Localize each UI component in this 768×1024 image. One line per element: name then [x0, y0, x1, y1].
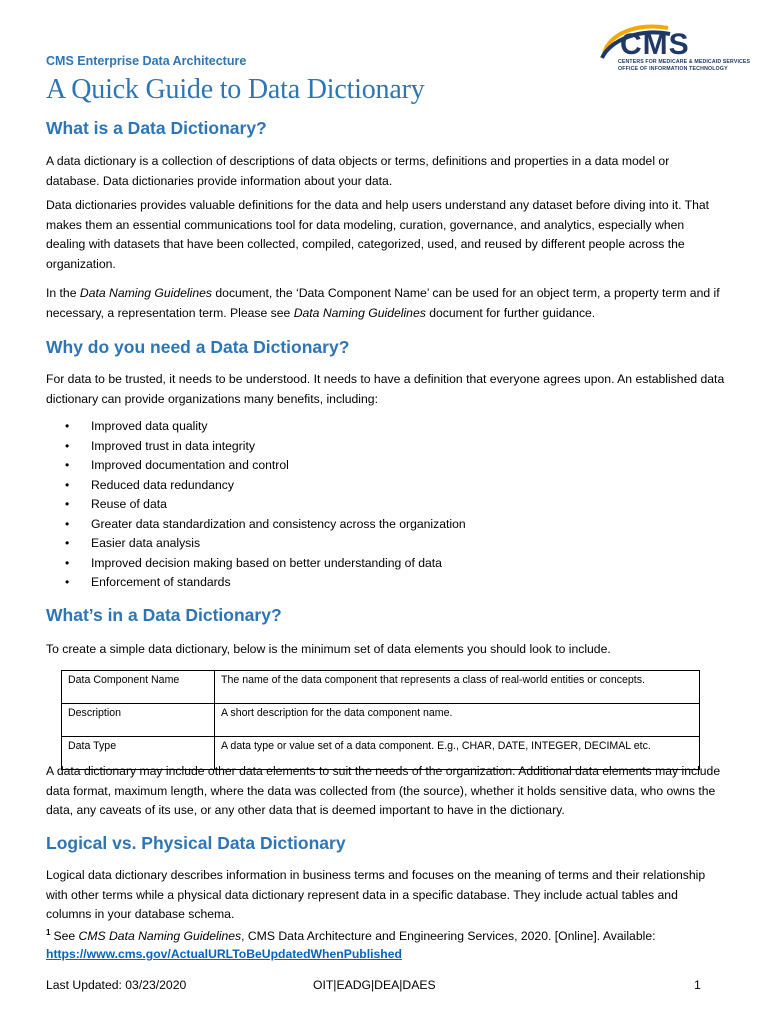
paragraph-what-is-1: A data dictionary is a collection of descriptions of data objects or terms, definitions and properties in a data model or database. Data dictionaries provide information about your data. — [46, 154, 670, 188]
footnote-link[interactable]: https://www.cms.gov/ActualURLToBeUpdatedWhenPublished — [46, 947, 402, 961]
paragraph-whats-in-intro: To create a simple data dictionary, below is the minimum set of data elements you should look to include. — [46, 642, 611, 656]
p3-text-b: document, the ‘Data Component Name’ can be used for an object term, a property term and if necessary, a representation term. Please see — [46, 286, 720, 320]
page-number: 1 — [694, 978, 701, 992]
footer-center: OIT|EADG|DEA|DAES — [313, 978, 436, 992]
footnote — [46, 928, 656, 943]
list-item — [46, 417, 466, 437]
list-item-text: Greater data standardization and consistency across the organization — [91, 516, 466, 531]
list-item-text: Easier data analysis — [91, 536, 201, 550]
bullet: • — [65, 419, 70, 433]
list-item-text: Improved decision making based on better understanding of data — [91, 555, 442, 570]
paragraph-what-is-2: Data dictionaries provides valuable definitions for the data and help users understand any dataset before diving into it. That makes them an essential communications tool for data modeling, curation, governance, and analytics, especially when dealing with datasets that have been collected, compiled, categorized, used, and reused by different people across the organization. — [46, 198, 710, 271]
table-cell: A short description for the data component name. — [215, 704, 700, 737]
bullet: • — [65, 438, 70, 453]
bullet: • — [65, 555, 70, 570]
p3-text-c: document for further guidance. — [425, 305, 596, 320]
footnote-italic: CMS Data Naming Guidelines — [78, 929, 242, 943]
list-item — [46, 554, 466, 574]
heading-whats-in: What’s in a Data Dictionary? — [46, 605, 282, 625]
table-cell: A data type or value set of a data component. E.g., CHAR, DATE, INTEGER, DECIMAL etc. — [215, 737, 700, 770]
list-item — [46, 573, 466, 593]
p3-text-a: In the — [46, 286, 80, 300]
p3-italic-2: Data Naming Guidelines — [293, 305, 426, 320]
bullet: • — [65, 516, 70, 531]
table-row — [62, 671, 700, 704]
list-item-text: Improved documentation and control — [91, 458, 289, 472]
logo-tagline-1: CENTERS FOR MEDICARE & MEDICAID SERVICES — [618, 59, 751, 65]
heading-logical: Logical vs. Physical Data Dictionary — [46, 833, 346, 853]
list-item — [46, 456, 466, 476]
data-elements-table — [61, 670, 700, 770]
cms-logo-icon — [598, 22, 724, 62]
table-cell: The name of the data component that represents a class of real-world entities or concepts. — [215, 671, 700, 704]
bullet: • — [65, 497, 70, 511]
benefits-list — [46, 417, 466, 593]
footnote-number: 1 — [46, 928, 51, 937]
bullet: • — [65, 536, 70, 550]
paragraph-logical: Logical data dictionary describes information in business terms and focuses on the meaning of terms and their relationship with other terms while a physical data dictionary represent data in a specific database. They include actual tables and columns in your database schema. — [46, 868, 706, 921]
list-item-text: Improved trust in data integrity — [91, 438, 255, 453]
footnote-text-b: , CMS Data Architecture and Engineering Services, 2020. [Online]. Available: — [241, 929, 656, 943]
list-item — [46, 495, 466, 515]
page-title: A Quick Guide to Data Dictionary — [46, 74, 425, 105]
bullet: • — [65, 575, 70, 589]
logo-tagline-2: OFFICE OF INFORMATION TECHNOLOGY — [618, 66, 728, 72]
bullet: • — [65, 477, 70, 492]
paragraph-why-intro: For data to be trusted, it needs to be understood. It needs to have a definition that everyone agrees upon. An established data dictionary can provide organizations many benefits, including: — [46, 372, 725, 406]
cms-logo — [598, 22, 751, 80]
heading-what-is: What is a Data Dictionary? — [46, 118, 267, 138]
footnote-text-a: See — [53, 929, 79, 943]
last-updated: Last Updated: 03/23/2020 — [46, 978, 187, 992]
heading-why: Why do you need a Data Dictionary? — [46, 337, 350, 357]
list-item — [46, 515, 466, 535]
list-item-text: Reuse of data — [91, 497, 167, 511]
list-item-text: Improved data quality — [91, 419, 208, 433]
list-item-text: Reduced data redundancy — [91, 477, 234, 492]
paragraph-what-is-3 — [46, 284, 726, 323]
list-item — [46, 476, 466, 496]
list-item-text: Enforcement of standards — [91, 575, 231, 589]
org-name: CMS Enterprise Data Architecture — [46, 54, 247, 68]
list-item — [46, 437, 466, 457]
bullet: • — [65, 458, 70, 472]
list-item — [46, 534, 466, 554]
table-cell: Data Type — [62, 737, 215, 770]
p3-italic-1: Data Naming Guidelines — [79, 286, 212, 300]
table-cell: Description — [62, 704, 215, 737]
logo-text: CMS — [620, 28, 690, 61]
paragraph-whats-in-after: A data dictionary may include other data elements to suit the needs of the organization. Additional data elements may include data format, maximum length, where the data was collected from (the source), whether it holds sensitive data, who owns the data, any caveats of its use, or any other data that is deemed important to have in the dictionary. — [46, 764, 721, 817]
table-row — [62, 704, 700, 737]
table-cell: Data Component Name — [62, 671, 215, 704]
